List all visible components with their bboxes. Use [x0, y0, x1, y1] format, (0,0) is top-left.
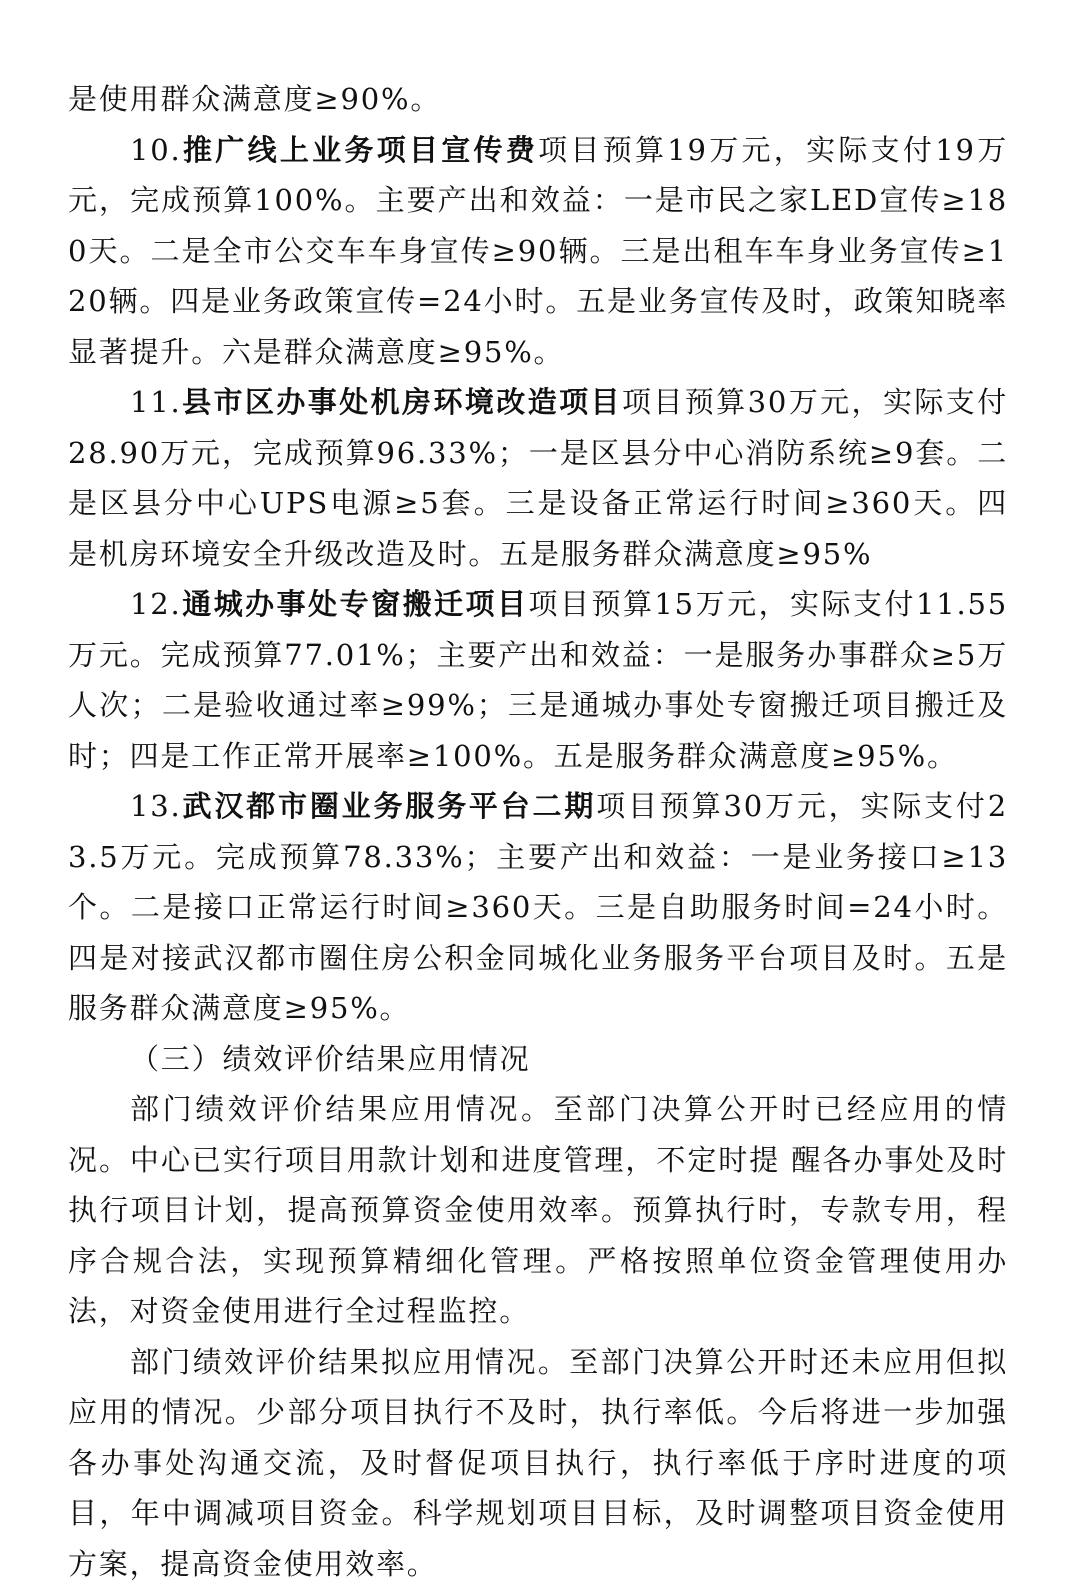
- item-11-number: 11.: [130, 385, 182, 419]
- item-12-body: 项目预算15万元，实际支付11.55万元。完成预算77.01%；主要产出和效益：一是服务办事群众≥5万人次；二是验收通过率≥99%；三是通城办事处专窗搬迁项目搬迁及时；四是工作正常开展率≥100%。五是服务群众满意度≥95%。: [68, 587, 1008, 773]
- item-10-number: 10.: [130, 133, 182, 167]
- item-13-title: 武汉都市圈业务服务平台二期: [182, 789, 597, 823]
- item-13-body: 项目预算30万元，实际支付23.5万元。完成预算78.33%；主要产出和效益：一是业务接口≥13个。二是接口正常运行时间≥360天。三是自助服务时间=24小时。四是对接武汉都市圈住房公积金同城化业务服务平台项目及时。五是服务群众满意度≥95%。: [68, 789, 1008, 1025]
- item-11-title: 县市区办事处机房环境改造项目: [182, 385, 622, 419]
- item-10-title: 推广线上业务项目宣传费: [182, 133, 539, 167]
- paragraph-planned: 部门绩效评价结果拟应用情况。至部门决算公开时还未应用但拟应用的情况。少部分项目执行不及时，执行率低。今后将进一步加强各办事处沟通交流，及时督促项目执行，执行率低于序时进度的项目，年中调减项目资金。科学规划项目目标，及时调整项目资金使用方案，提高资金使用效率。: [68, 1337, 1008, 1589]
- item-10-body: 项目预算19万元，实际支付19万元，完成预算100%。主要产出和效益：一是市民之家LED宣传≥180天。二是全市公交车车身宣传≥90辆。三是出租车车身业务宣传≥120辆。四是业务政策宣传=24小时。五是业务宣传及时，政策知晓率显著提升。六是群众满意度≥95%。: [68, 133, 1008, 369]
- item-11-body: 项目预算30万元，实际支付28.90万元，完成预算96.33%；一是区县分中心消防系统≥9套。二是区县分中心UPS电源≥5套。三是设备正常运行时间≥360天。四是机房环境安全升级改造及时。五是服务群众满意度≥95%: [68, 385, 1008, 571]
- item-12: [68, 579, 1008, 781]
- intro-line: 是使用群众满意度≥90%。: [68, 74, 1008, 125]
- item-13-number: 13.: [130, 789, 182, 823]
- section-heading: （三）绩效评价结果应用情况: [68, 1034, 1008, 1085]
- item-12-number: 12.: [130, 587, 182, 621]
- item-13: [68, 781, 1008, 1034]
- item-10: [68, 125, 1008, 378]
- document-page: [68, 74, 1008, 1589]
- item-11: [68, 377, 1008, 579]
- item-12-title: 通城办事处专窗搬迁项目: [182, 587, 529, 621]
- paragraph-applied: 部门绩效评价结果应用情况。至部门决算公开时已经应用的情况。中心已实行项目用款计划和进度管理，不定时提 醒各办事处及时执行项目计划，提高预算资金使用效率。预算执行时，专款专用，程序合规合法，实现预算精细化管理。严格按照单位资金管理使用办法，对资金使用进行全过程监控。: [68, 1084, 1008, 1337]
